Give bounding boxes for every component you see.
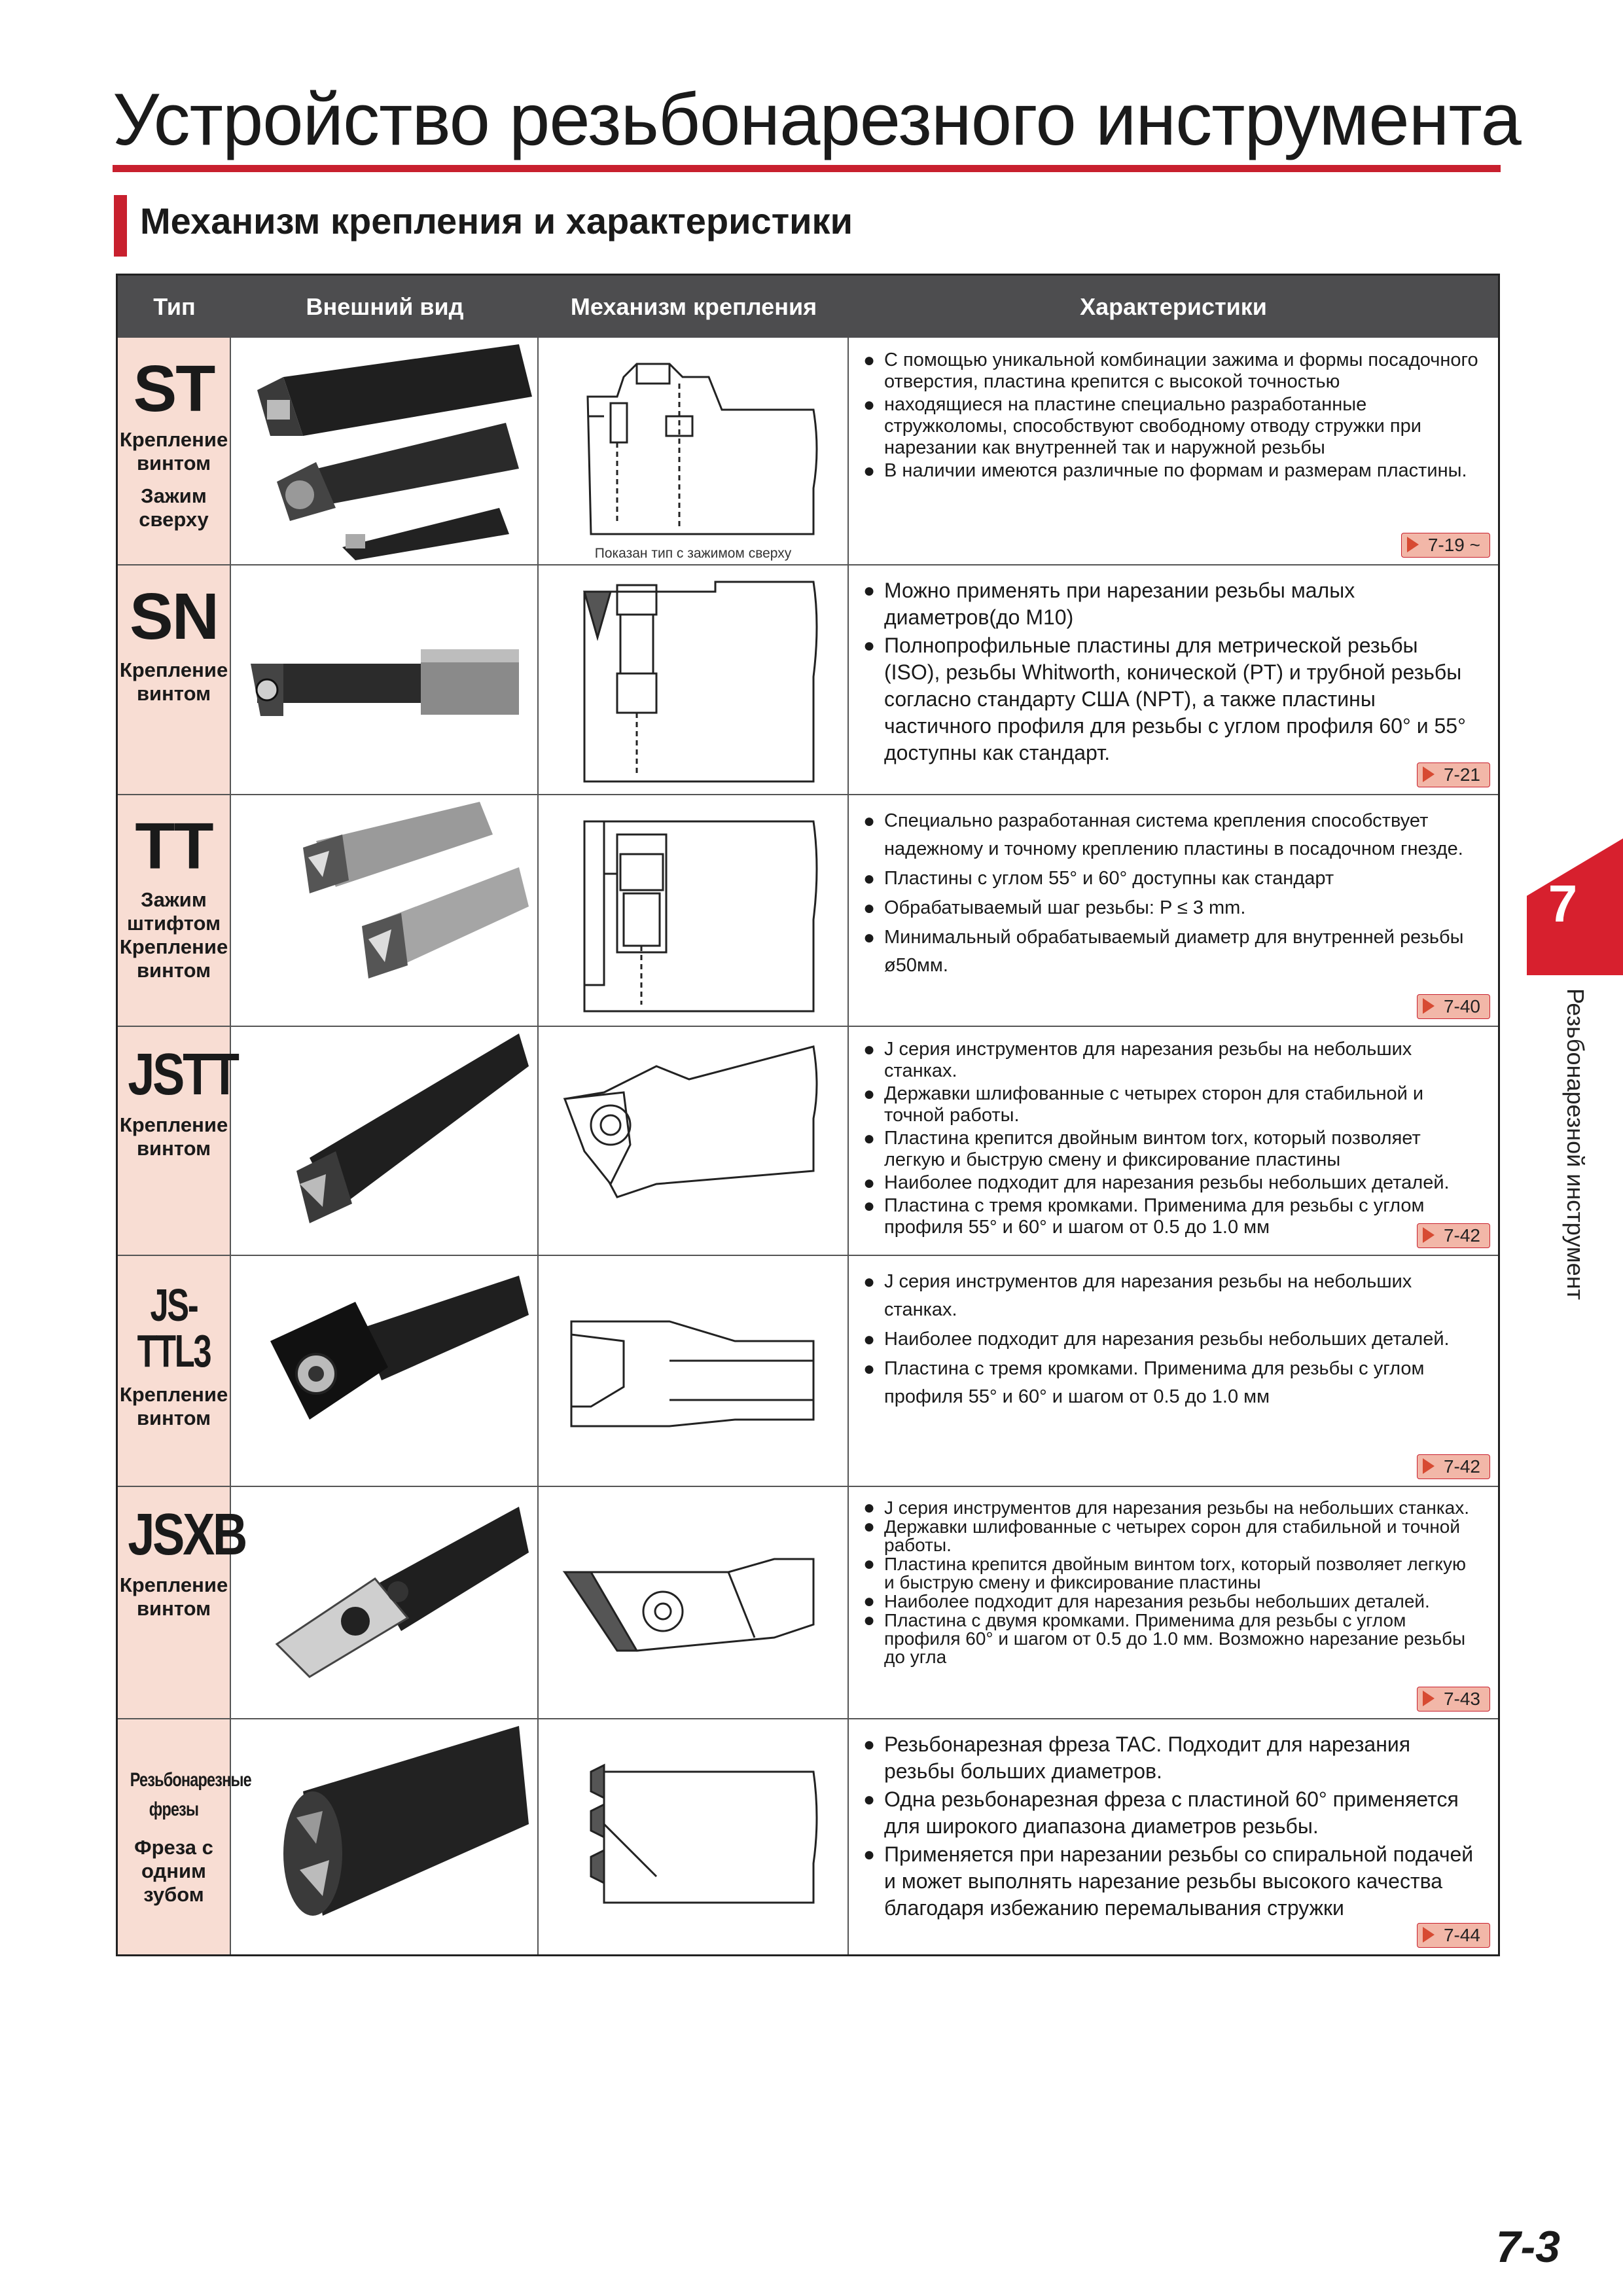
bullet-icon: ● xyxy=(863,1329,876,1350)
characteristics-cell xyxy=(849,1487,1498,1718)
type-code: JSXB xyxy=(128,1502,246,1568)
triangle-right-icon xyxy=(1423,1458,1435,1474)
clamping-diagram xyxy=(539,1027,849,1255)
type-cell xyxy=(118,1719,251,1954)
characteristics-cell xyxy=(849,338,1498,564)
tool-photo xyxy=(231,1027,539,1255)
feature-item: ● В наличии имеются различные по формам и размерам пластины. xyxy=(863,460,1467,482)
bullet-icon: ● xyxy=(863,1271,876,1293)
triangle-right-icon xyxy=(1423,766,1435,782)
type-description: Крепление винтом xyxy=(119,935,228,982)
characteristics-cell xyxy=(849,1027,1498,1255)
type-description: Крепление винтом xyxy=(119,1113,228,1160)
subtitle-marker xyxy=(114,195,127,257)
page-reference-link[interactable]: 7-44 xyxy=(1417,1923,1490,1948)
clamping-diagram xyxy=(539,1719,849,1954)
bullet-icon: ● xyxy=(863,1128,876,1149)
feature-item: ● J серия инструментов для нарезания резьбы на небольших станках. xyxy=(863,1039,1412,1081)
feature-item: ● Минимальный обрабатываемый диаметр для внутренней резьбы ø50мм. xyxy=(863,924,1478,980)
table-row xyxy=(118,565,1498,795)
characteristics-cell xyxy=(849,795,1498,1026)
bullet-icon: ● xyxy=(863,810,876,832)
section-subtitle: Механизм крепления и характеристики xyxy=(140,200,853,242)
triangle-right-icon xyxy=(1423,1927,1435,1943)
bullet-icon: ● xyxy=(863,1497,876,1518)
bullet-icon: ● xyxy=(863,460,876,482)
type-cell xyxy=(118,1027,238,1255)
feature-item: ● Наиболее подходит для нарезания резьбы небольших деталей. xyxy=(863,1172,1450,1194)
feature-item: ● Пластина с двумя кромками. Применима для резьбы с углом профиля 60° и шагом от 0.5 до 1.0 мм. Возможно нарезание резьбы до угла xyxy=(863,1609,1466,1667)
characteristics-table xyxy=(116,274,1500,1956)
characteristics-cell xyxy=(849,1256,1498,1486)
bullet-icon: ● xyxy=(863,635,876,656)
type-code: Резьбонарезные фрезы xyxy=(130,1769,251,1820)
tool-photo xyxy=(231,1487,539,1718)
feature-item: ● Резьбонарезная фреза TAC. Подходит для нарезания резьбы больших диаметров. xyxy=(863,1732,1411,1783)
triangle-right-icon xyxy=(1423,1691,1435,1706)
bullet-icon: ● xyxy=(863,1590,876,1612)
table-row xyxy=(118,1027,1498,1256)
type-code: JS-TTL3 xyxy=(137,1280,211,1376)
bullet-icon: ● xyxy=(863,1734,876,1755)
feature-item: ● Пластина с тремя кромками. Применима для резьбы с углом профиля 55° и 60° и шагом от 0.5 до 1.0 мм xyxy=(863,1355,1478,1411)
feature-item: ● J серия инструментов для нарезания резьбы на небольших станках. xyxy=(863,1497,1470,1518)
page-reference-link[interactable]: 7-42 xyxy=(1417,1223,1490,1248)
feature-item: ● Обрабатываемый шаг резьбы: P ≤ 3 mm. xyxy=(863,894,1478,922)
clamping-diagram xyxy=(539,565,849,794)
type-cell xyxy=(118,1487,246,1718)
tool-photo xyxy=(231,1719,539,1954)
feature-item: ● Пластина крепится двойным винтом torx, который позволяет легкую и быструю смену и фиксирование пластины xyxy=(863,1553,1466,1592)
table-header xyxy=(118,276,1498,338)
feature-item: ● Пластина крепится двойным винтом torx, который позволяет легкую и быструю смену и фиксирование пластины xyxy=(863,1128,1421,1170)
page-title: Устройство резьбонарезного инструмента xyxy=(113,79,1521,160)
header-mechanism: Механизм крепления xyxy=(570,293,817,320)
tool-photo xyxy=(231,795,539,1026)
triangle-right-icon xyxy=(1407,537,1419,552)
header-type: Тип xyxy=(153,293,196,320)
type-description: Крепление винтом xyxy=(119,428,228,475)
clamping-diagram xyxy=(539,795,849,1026)
type-description: Крепление винтом xyxy=(119,1573,228,1620)
page-reference-link[interactable]: 7-21 xyxy=(1417,762,1490,787)
bullet-icon: ● xyxy=(863,927,876,948)
type-code: ST xyxy=(133,352,215,425)
diagram-caption: Показан тип с зажимом сверху xyxy=(594,546,792,561)
feature-item: ● Одна резьбонарезная фреза с пластиной 60° применяется для широкого диапазона диаметров резьбы. xyxy=(863,1787,1459,1838)
clamping-diagram xyxy=(539,338,849,564)
type-description: Фреза с одним зубом xyxy=(134,1836,213,1906)
feature-item: ● Наиболее подходит для нарезания резьбы небольших деталей. xyxy=(863,1325,1478,1354)
page-reference-link[interactable]: 7-19 ~ xyxy=(1401,533,1490,558)
table-row xyxy=(118,1487,1498,1719)
feature-item: ● Пластина с тремя кромками. Применима для резьбы с углом профиля 55° и 60° и шагом от 0.5 до 1.0 мм xyxy=(863,1195,1425,1238)
feature-item: ● Державки шлифованные с четырех сторон для стабильной и точной работы. xyxy=(863,1083,1424,1126)
feature-item: ● находящиеся на пластине специально разработанные стружколомы, способствуют свободному отводу стружки при нарезании как внутренней так и наружной резьбы xyxy=(863,394,1421,458)
table-row xyxy=(118,1256,1498,1487)
bullet-icon: ● xyxy=(863,1358,876,1380)
table-row xyxy=(118,795,1498,1027)
bullet-icon: ● xyxy=(863,897,876,919)
bullet-icon: ● xyxy=(863,1844,876,1865)
table-row xyxy=(118,1719,1498,1954)
tool-photo xyxy=(231,338,539,564)
type-code: SN xyxy=(130,580,218,653)
feature-item: ● Полнопрофильные пластины для метрической резьбы (ISO), резьбы Whitworth, конической (PT) и трубной резьбы согласно стандарту США (NPT), а также пластины частичного профиля для резьбы с углом профиля 60° и 55° доступны как стандарт. xyxy=(863,634,1466,764)
type-description: Крепление винтом xyxy=(119,658,228,705)
type-description: Зажим штифтом xyxy=(126,888,221,935)
tool-photo xyxy=(231,565,539,794)
title-rule xyxy=(113,165,1501,172)
clamping-diagram xyxy=(539,1487,849,1718)
feature-item: ● Наиболее подходит для нарезания резьбы небольших деталей. xyxy=(863,1590,1430,1612)
header-characteristics: Характеристики xyxy=(1080,293,1267,320)
bullet-icon: ● xyxy=(863,1172,876,1194)
bullet-icon: ● xyxy=(863,1516,876,1537)
type-cell xyxy=(118,1256,231,1486)
bullet-icon: ● xyxy=(863,394,876,416)
type-code: JSTT xyxy=(128,1042,238,1107)
bullet-icon: ● xyxy=(863,1789,876,1810)
feature-item: ● Державки шлифованные с четырех сорон для стабильной и точной работы. xyxy=(863,1516,1460,1555)
triangle-right-icon xyxy=(1423,998,1435,1014)
table-row xyxy=(118,338,1498,565)
type-cell xyxy=(118,795,231,1026)
clamping-diagram xyxy=(539,1256,849,1486)
type-description: Крепление винтом xyxy=(119,1383,228,1429)
header-appearance: Внешний вид xyxy=(306,293,464,320)
type-code: TT xyxy=(135,810,213,883)
bullet-icon: ● xyxy=(863,350,876,371)
characteristics-cell xyxy=(849,565,1498,794)
bullet-icon: ● xyxy=(863,868,876,889)
feature-item: ● Можно применять при нарезании резьбы малых диаметров(до M10) xyxy=(863,579,1355,629)
chapter-label: Резьбонарезной инструмент xyxy=(1562,988,1589,1300)
feature-item: ● Специально разработанная система крепления способствует надежному и точному креплению пластины в посадочном гнезде. xyxy=(863,807,1478,863)
page-number: 7-3 xyxy=(1495,2222,1560,2272)
feature-item: ● С помощью уникальной комбинации зажима и формы посадочного отверстия, пластина крепится с высокой точностью xyxy=(863,350,1478,392)
feature-item: ● J серия инструментов для нарезания резьбы на небольших станках. xyxy=(863,1268,1478,1324)
bullet-icon: ● xyxy=(863,1083,876,1105)
page-reference-link[interactable]: 7-40 xyxy=(1417,994,1490,1019)
page-reference-link[interactable]: 7-43 xyxy=(1417,1687,1490,1712)
bullet-icon: ● xyxy=(863,1553,876,1575)
feature-item: ● Применяется при нарезании резьбы со спиральной подачей и может выполнять нарезание резьбы высокого качества благодаря избежанию перемалывания стружки xyxy=(863,1842,1474,1920)
bullet-icon: ● xyxy=(863,1609,876,1631)
chapter-number: 7 xyxy=(1548,874,1578,933)
type-cell xyxy=(118,565,231,794)
characteristics-cell xyxy=(849,1719,1498,1954)
bullet-icon: ● xyxy=(863,580,876,601)
triangle-right-icon xyxy=(1423,1227,1435,1243)
bullet-icon: ● xyxy=(863,1039,876,1060)
feature-item: ● Пластины с углом 55° и 60° доступны как стандарт xyxy=(863,865,1478,893)
type-cell xyxy=(118,338,231,564)
type-description: Зажим сверху xyxy=(139,484,209,531)
page-reference-link[interactable]: 7-42 xyxy=(1417,1454,1490,1479)
tool-photo xyxy=(231,1256,539,1486)
bullet-icon: ● xyxy=(863,1195,876,1217)
